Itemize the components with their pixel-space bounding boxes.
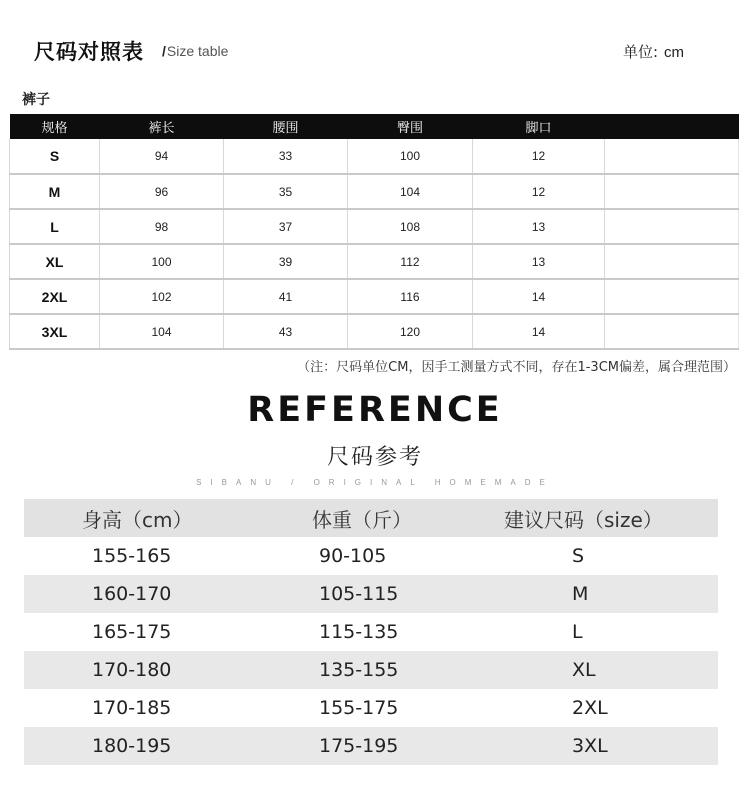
table-cell: 14 xyxy=(473,279,605,314)
reference-subtitle: 尺码参考 xyxy=(326,445,423,470)
size-cell: 3XL xyxy=(572,735,608,757)
page-title: 尺码对照表 xyxy=(34,40,144,64)
column-header xyxy=(605,114,739,139)
column-header: 身高（cm） xyxy=(82,507,193,532)
reference-table xyxy=(24,499,718,765)
page-subtitle xyxy=(162,43,228,59)
size-cell: M xyxy=(10,174,100,209)
size-cell: M xyxy=(572,583,589,605)
table-cell: 112 xyxy=(348,244,473,279)
weight-cell: 105-115 xyxy=(319,583,399,605)
size-cell: XL xyxy=(572,659,596,681)
table-cell: 104 xyxy=(348,174,473,209)
table-cell: 96 xyxy=(100,174,224,209)
table-cell: 13 xyxy=(473,209,605,244)
table-cell: 104 xyxy=(100,314,224,349)
table-cell xyxy=(605,279,739,314)
size-cell: XL xyxy=(10,244,100,279)
table-cell xyxy=(605,209,739,244)
page-header xyxy=(34,36,714,66)
title-slash: / xyxy=(162,43,166,59)
column-header: 脚口 xyxy=(473,114,605,139)
table-cell: 120 xyxy=(348,314,473,349)
size-table xyxy=(9,114,739,350)
table-cell: 13 xyxy=(473,244,605,279)
height-cell: 155-165 xyxy=(92,545,172,567)
height-cell: 160-170 xyxy=(92,583,172,605)
table-cell: 12 xyxy=(473,174,605,209)
table-cell: 41 xyxy=(224,279,348,314)
table-row xyxy=(24,689,718,727)
table-cell: 102 xyxy=(100,279,224,314)
table-row xyxy=(24,727,718,765)
table-row xyxy=(10,279,739,314)
table-cell xyxy=(605,139,739,174)
table-row xyxy=(10,209,739,244)
table-row xyxy=(24,537,718,575)
weight-cell: 90-105 xyxy=(319,545,387,567)
measurement-note: （注：尺码单位CM，因手工测量方式不同，存在1-3CM偏差，属合理范围） xyxy=(297,360,736,375)
size-cell: 2XL xyxy=(10,279,100,314)
column-header: 腰围 xyxy=(224,114,348,139)
brand-tagline: SIBANU / ORIGINAL HOMEMADE xyxy=(196,478,554,487)
weight-cell: 175-195 xyxy=(319,735,399,757)
reference-title: REFERENCE xyxy=(247,390,503,430)
column-header: 臀围 xyxy=(348,114,473,139)
table-cell: 98 xyxy=(100,209,224,244)
table-cell: 108 xyxy=(348,209,473,244)
table-row xyxy=(24,575,718,613)
table-cell: 39 xyxy=(224,244,348,279)
table-cell: 12 xyxy=(473,139,605,174)
table-row xyxy=(10,139,739,174)
unit-value: cm xyxy=(664,44,684,61)
table-cell xyxy=(605,174,739,209)
section-label: 裤子 xyxy=(22,92,50,108)
table-row xyxy=(10,314,739,349)
height-cell: 170-180 xyxy=(92,659,172,681)
height-cell: 165-175 xyxy=(92,621,172,643)
table-cell: 14 xyxy=(473,314,605,349)
column-header: 规格 xyxy=(10,114,100,139)
table-cell: 35 xyxy=(224,174,348,209)
column-header: 体重（斤） xyxy=(312,507,412,532)
weight-cell: 155-175 xyxy=(319,697,399,719)
column-header: 裤长 xyxy=(100,114,224,139)
weight-cell: 115-135 xyxy=(319,621,399,643)
table-row xyxy=(10,174,739,209)
height-cell: 170-185 xyxy=(92,697,172,719)
table-cell: 43 xyxy=(224,314,348,349)
column-header: 建议尺码（size） xyxy=(504,507,663,532)
table-cell: 116 xyxy=(348,279,473,314)
size-cell: 2XL xyxy=(572,697,608,719)
table-cell xyxy=(605,244,739,279)
table-row xyxy=(24,613,718,651)
table-cell: 100 xyxy=(100,244,224,279)
table-cell: 94 xyxy=(100,139,224,174)
size-cell: L xyxy=(572,621,583,643)
size-cell: S xyxy=(10,139,100,174)
table-cell: 100 xyxy=(348,139,473,174)
table-cell: 37 xyxy=(224,209,348,244)
table-row xyxy=(24,651,718,689)
unit-label: 单位: xyxy=(622,43,658,61)
table-row xyxy=(10,244,739,279)
weight-cell: 135-155 xyxy=(319,659,399,681)
size-cell: L xyxy=(10,209,100,244)
size-cell: S xyxy=(572,545,585,567)
size-table-header xyxy=(10,114,739,139)
height-cell: 180-195 xyxy=(92,735,172,757)
size-cell: 3XL xyxy=(10,314,100,349)
unit-info xyxy=(623,41,684,62)
reference-header-row xyxy=(24,499,718,537)
title-english: Size table xyxy=(166,43,229,59)
table-cell xyxy=(605,314,739,349)
table-cell: 33 xyxy=(224,139,348,174)
